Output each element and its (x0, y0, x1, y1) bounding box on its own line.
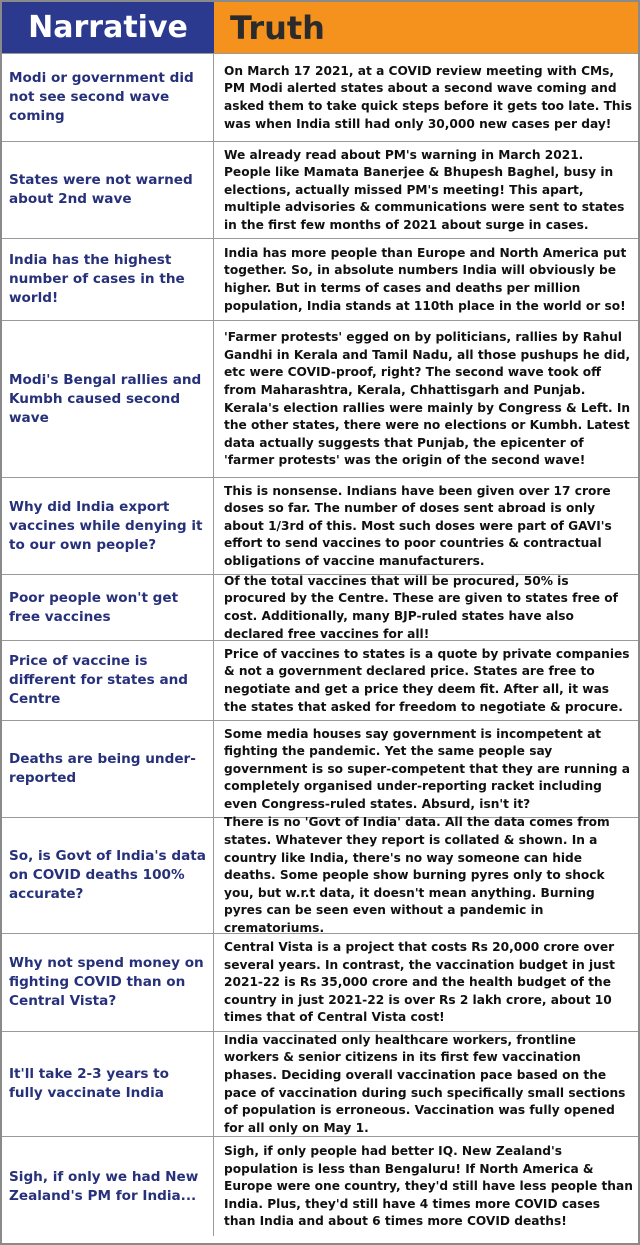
table-row (2, 320, 638, 477)
table-row (2, 640, 638, 720)
narrative-cell: It'll take 2-3 years to fully vaccinate India (2, 1032, 214, 1136)
table-header (2, 2, 638, 53)
table-row (2, 1136, 638, 1236)
table-row (2, 141, 638, 238)
narrative-cell: Poor people won't get free vaccines (2, 575, 214, 640)
table-row (2, 574, 638, 640)
table-row (2, 1031, 638, 1136)
truth-cell: Sigh, if only people had better IQ. New Zealand's population is less than Bengaluru! If North America & Europe were one country, they'd still have less people than India. Plus, they'd still have 4 times more COVID cases than India and about 6 times more COVID deaths! (224, 1144, 633, 1229)
narrative-cell: So, is Govt of India's data on COVID deaths 100% accurate? (2, 818, 214, 933)
narrative-cell: Price of vaccine is different for states and Centre (2, 641, 214, 720)
narrative-cell: Why not spend money on fighting COVID than on Central Vista? (2, 934, 214, 1031)
table-row (2, 933, 638, 1031)
truth-cell: On March 17 2021, at a COVID review meeting with CMs, PM Modi alerted states about a second wave coming and asked them to take quick steps before it gets too late. This was when India still had only 30,000 new cases per day! (224, 63, 633, 131)
truth-header: Truth (214, 2, 638, 53)
narrative-cell: Why did India export vaccines while denying it to our own people? (2, 478, 214, 574)
narrative-cell: India has the highest number of cases in the world! (2, 239, 214, 320)
narrative-cell: Modi or government did not see second wave coming (2, 54, 214, 141)
truth-cell: We already read about PM's warning in March 2021. People like Mamata Banerjee & Bhupesh Baghel, busy in elections, actually missed PM's meeting! This apart, multiple advisories & communications were sent to states in the first few months of 2021 about surge in cases. (224, 147, 625, 232)
narrative-cell: Sigh, if only we had New Zealand's PM for India... (2, 1137, 214, 1236)
narrative-cell: Modi's Bengal rallies and Kumbh caused second wave (2, 321, 214, 477)
truth-cell: Price of vaccines to states is a quote by private companies & not a government declared price. States are free to negotiate and get a price they deem fit. After all, it was the states that asked for freedom to negotiate & procure. (224, 646, 630, 714)
truth-cell: India has more people than Europe and North America put together. So, in absolute numbers India will obviously be higher. But in terms of cases and deaths per million population, India stands at 110th place in the world or so! (224, 245, 627, 313)
truth-cell: Of the total vaccines that will be procured, 50% is procured by the Centre. These are given to states free of cost. Additionally, many BJP-ruled states have also declared free vaccines for all! (224, 573, 618, 641)
narrative-header: Narrative (2, 2, 214, 53)
table-row (2, 720, 638, 817)
truth-cell: Central Vista is a project that costs Rs 20,000 crore over several years. In contrast, the vaccination budget in just 2021-22 is Rs 35,000 crore and the health budget of the country in just 2021-22 is over Rs 2 lakh crore, about 10 times that of Central Vista cost! (224, 940, 615, 1025)
table-row (2, 817, 638, 933)
truth-cell: There is no 'Govt of India' data. All the data comes from states. Whatever they report is collated & shown. In a country like India, there's no way someone can hide deaths. Some people show burning pyres only to shock you, but w.r.t data, it doesn't mean anything. Burning pyres can be seen even without a pandemic in crematoriums. (224, 815, 610, 935)
table-row (2, 53, 638, 141)
narrative-cell: States were not warned about 2nd wave (2, 142, 214, 238)
truth-cell: This is nonsense. Indians have been given over 17 crore doses so far. The number of doses sent abroad is only about 1/3rd of this. Most such doses were part of GAVI's effort to send vaccines to poor countries & contractual obligations of vaccine manufacturers. (224, 483, 612, 568)
truth-cell: India vaccinated only healthcare workers, frontline workers & senior citizens in its first few vaccination phases. Deciding overall vaccination pace based on the pace of vaccination during such specifically small sections of population is erroneous. Vaccination was fully opened for all only on May 1. (224, 1032, 626, 1135)
table-row (2, 238, 638, 320)
table-row (2, 477, 638, 574)
truth-cell: 'Farmer protests' egged on by politicians, rallies by Rahul Gandhi in Kerala and Tamil Nadu, all those pushups he did, etc were COVID-proof, right? The second wave took off from Maharashtra, Kerala, Chhattisgarh and Punjab. Kerala's election rallies were mainly by Congress & Left. In the other states, there were no elections or Kumbh. Latest data actually suggests that Punjab, the epicenter of 'farmer protests' was the origin of the second wave! (224, 330, 631, 468)
truth-cell: Some media houses say government is incompetent at fighting the pandemic. Yet the same people say government is so super-competent that they are running a completely organised under-reporting racket including even Congress-ruled states. Absurd, isn't it? (224, 726, 630, 811)
narrative-cell: Deaths are being under-reported (2, 721, 214, 817)
